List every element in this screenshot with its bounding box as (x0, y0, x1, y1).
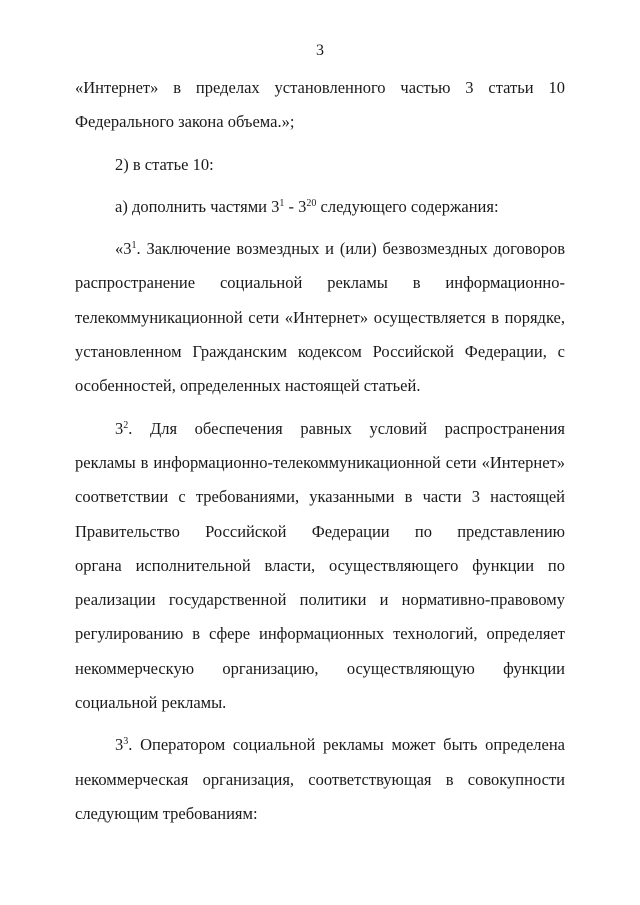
paragraph-6-line-2: некоммерческая организация, соответствующая в совокупности (75, 769, 565, 789)
paragraph-3-line-1 (75, 190, 565, 224)
paragraph-5-line-8: некоммерческую организацию, осуществляющую функции (75, 658, 565, 678)
paragraph-1-line-2: Федерального закона объема.»; (75, 112, 295, 132)
p3-superscript-b: 20 (306, 197, 317, 209)
p6-prefix: 3 (115, 735, 124, 755)
paragraph-5-line-9: социальной рекламы. (75, 693, 227, 713)
p6-superscript: 3 (123, 736, 129, 748)
p3-superscript-a: 1 (279, 197, 285, 209)
paragraph-6-line-3: следующим требованиям: (75, 803, 258, 823)
p5-superscript: 2 (123, 419, 129, 431)
p5-line-1-rest: . Для обеспечения равных условий распространения (128, 418, 565, 438)
p4-open-prefix: «3 (115, 239, 132, 259)
p3-prefix: а) дополнить частями 3 (115, 196, 280, 216)
page-number: 3 (316, 42, 324, 59)
paragraph-4-line-5: особенностей, определенных настоящей статьей. (75, 376, 421, 396)
paragraph-5-line-7: регулированию в сфере информационных технологий, определяет (75, 624, 565, 644)
p6-line-1-rest: . Оператором социальной рекламы может быть определена (128, 735, 565, 755)
p4-superscript: 1 (131, 240, 137, 252)
paragraph-gap (75, 140, 565, 148)
p3-dash: - 3 (284, 196, 307, 216)
paragraph-gap (75, 182, 565, 190)
paragraph-gap (75, 224, 565, 232)
paragraph-4-line-4: установленном Гражданским кодексом Российской Федерации, с (75, 342, 565, 362)
p4-line-1-rest: . Заключение возмездных и (или) безвозмездных договоров (136, 239, 565, 259)
paragraph-5-line-1 (75, 412, 565, 446)
paragraph-gap (75, 720, 565, 728)
paragraph-6-line-1 (75, 728, 565, 762)
document-body (75, 71, 565, 831)
paragraph-5-line-5: органа исполнительной власти, осуществляющего функции по (75, 555, 565, 575)
paragraph-2-line-1: 2) в статье 10: (115, 154, 214, 174)
p5-prefix: 3 (115, 418, 124, 438)
paragraph-4-line-2: распространение социальной рекламы в информационно- (75, 273, 565, 293)
paragraph-gap (75, 404, 565, 412)
p3-suffix: следующего содержания: (316, 196, 499, 216)
paragraph-4-line-1 (75, 232, 565, 266)
paragraph-5-line-6: реализации государственной политики и нормативно-правовому (75, 590, 565, 610)
paragraph-1-line-1: «Интернет» в пределах установленного частью 3 статьи 10 (75, 78, 565, 97)
paragraph-5-line-4: Правительство Российской Федерации по представлению (75, 521, 565, 541)
paragraph-5-line-3: соответствии с требованиями, указанными в части 3 настоящей (75, 487, 565, 507)
paragraph-5-line-2: рекламы в информационно-телекоммуникационной сети «Интернет» (75, 452, 565, 472)
paragraph-4-line-3: телекоммуникационной сети «Интернет» осуществляется в порядке, (75, 307, 565, 327)
